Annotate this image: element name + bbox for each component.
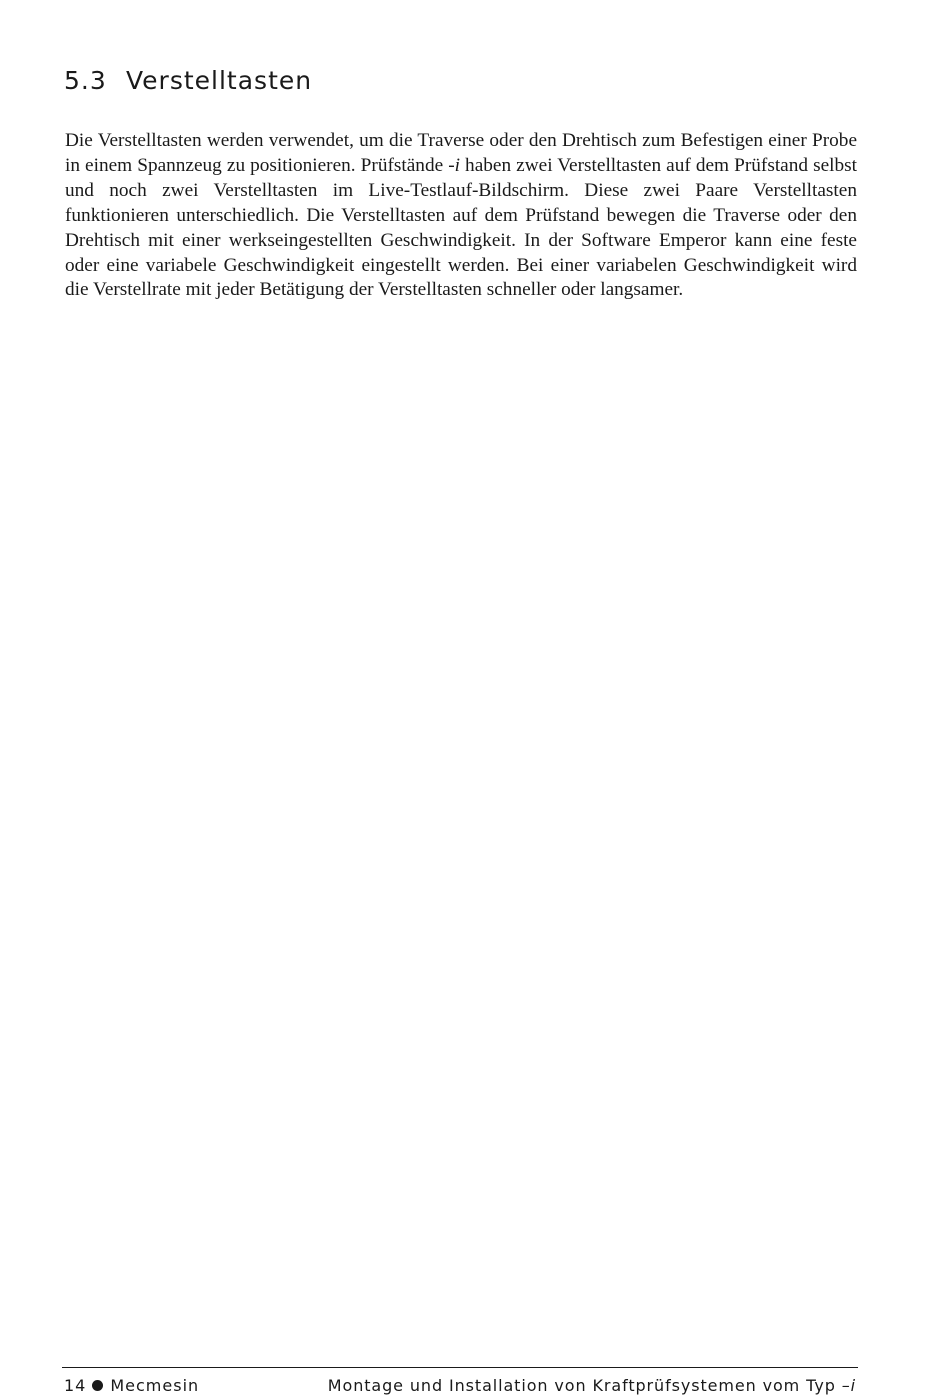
body-text-italic-i: i [454, 154, 460, 176]
section-heading [64, 64, 312, 98]
section-title: Verstelltasten [126, 66, 313, 95]
body-text-part-1: Die Verstelltasten werden verwendet, um die Traverse oder den Drehtisch zum Befestigen einer Probe in einem Spannzeug zu positionieren. Prüfstände - [65, 130, 857, 176]
footer-right [328, 1376, 856, 1396]
section-number: 5.3 [64, 66, 107, 95]
footer-title-suffix: –i [841, 1376, 856, 1395]
footer-left [64, 1376, 199, 1396]
footer-document-title: Montage und Installation von Kraftprüfsystemen vom Typ [327, 1376, 842, 1395]
bullet-icon [92, 1380, 103, 1391]
footer-brand: Mecmesin [110, 1376, 200, 1395]
footer-divider [62, 1367, 858, 1368]
body-paragraph [65, 129, 857, 303]
body-text-part-2: haben zwei Verstelltasten auf dem Prüfstand selbst und noch zwei Verstelltasten im Live-Testlauf-Bildschirm. Diese zwei Paare Verstelltasten funktionieren unterschiedlich. Die Verstelltasten auf dem Prüfstand bewegen die Traverse oder den Drehtisch mit einer werkseingestellten Geschwindigkeit. In der Software Emperor kann eine feste oder eine variabele Geschwindigkeit eingestellt werden. Bei einer variabelen Geschwindigkeit wird die Verstellrate mit jeder Betätigung der Verstelltasten schneller oder langsamer. [65, 154, 857, 301]
page-number: 14 [64, 1376, 87, 1395]
